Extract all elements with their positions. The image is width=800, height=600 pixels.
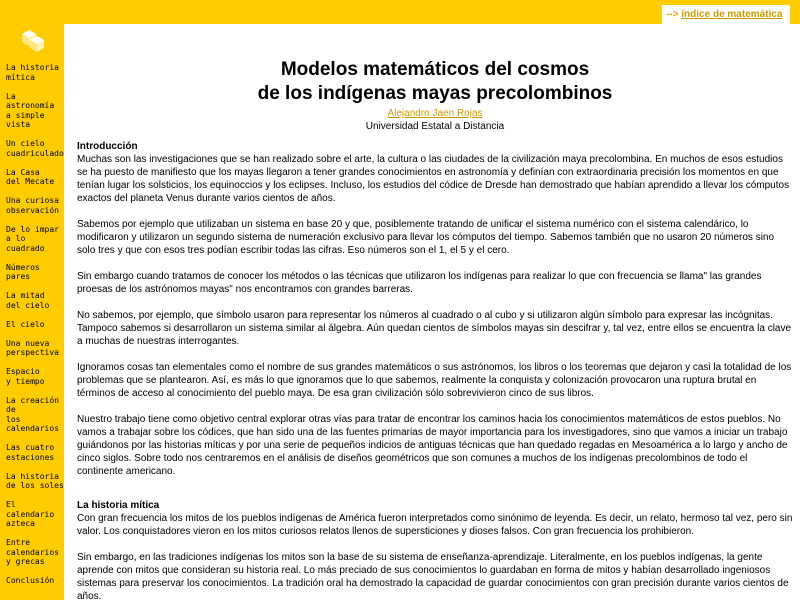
historia-mitica-section bbox=[77, 512, 793, 600]
sidebar-item-6[interactable]: De lo impar a lo cuadrado bbox=[6, 224, 59, 253]
sidebar-item-2[interactable]: La astronomía a simple vista bbox=[6, 91, 55, 129]
section-heading-introduccion: Introducción bbox=[77, 141, 138, 152]
frame-corner bbox=[64, 24, 82, 42]
paragraph: Sin embargo, en las tradiciones indígenas los mitos son la base de su sistema de enseñanza-aprendizaje. Literalmente, en los pueblos indígenas, la gente aprende con mitos que consideran su historia real. Lo más preciado de sus conocimientos lo guardaban en forma de mitos y habían desarrollado ingeniosos sistemas para preservar los conocimientos. La tradición oral ha demostrado la capacidad de guardar conocimientos con gran precisión durante varios cientos de años. bbox=[77, 552, 789, 600]
math-index-link[interactable]: índice de matemática bbox=[681, 9, 783, 20]
section-heading-historia-mitica: La historia mítica bbox=[77, 500, 160, 511]
sidebar-item-17[interactable]: Conclusión bbox=[6, 576, 55, 585]
sidebar-item-4[interactable]: La Casa del Mecate bbox=[6, 167, 55, 186]
page-title: Modelos matemáticos del cosmos de los indígenas mayas precolombinos bbox=[257, 59, 613, 104]
paragraph: Sin embargo cuando tratamos de conocer los métodos o las técnicas que utilizaron los indígenas para realizar lo que con frecuencia se llama" las grandes proesas de los astrónomos mayas" nos encontramos con grandes barreras. bbox=[77, 271, 762, 295]
paragraph: Sabemos por ejemplo que utilizaban un sistema en base 20 y que, posiblemente tratando de unificar el sistema numérico con el sistema calendárico, lo modificaron y utilizaron un segundo sistema de numeración exclusivo para llevar los cómputos del tiempo. Sabemos también que no usaron 20 números sino solo tres y que con esos tres podían escribir todas las cifras. Eso números son el 1, el 5 y el cero. bbox=[77, 219, 775, 256]
sidebar-item-15[interactable]: El calendario azteca bbox=[6, 500, 55, 528]
intro-section bbox=[77, 153, 793, 478]
sidebar-item-9[interactable]: El cielo bbox=[6, 319, 45, 329]
author-link[interactable]: Alejandro Jaen Rojas bbox=[387, 108, 483, 119]
sidebar-item-3[interactable]: Un cielo cuadriculado bbox=[6, 139, 64, 158]
paragraph: No sabemos, por ejemplo, que símbolo usaron para representar los números al cuadrado o al cubo y si utilizaron algún símbolo para expresar las incógnitas. Tampoco sabemos si desarrollaron un sistema similar al álgebra. Aún quedan cientos de símbolos mayas sin descifrar y, tal vez, entre ellos se encuentra la clave a muchas de nuestras interrogantes. bbox=[77, 310, 792, 347]
paragraph: Nuestro trabajo tiene como objetivo central explorar otras vías para tratar de encontrar los caminos hacia los conocimientos matemáticos de estos pueblos. No vamos a trabajar sobre los códices, que han sido una de las fuentes primarias de mayor importancia para los investigadores, sino que vamos a iniciar un trabajo guiándonos por las historias míticas y por una serie de pequeños indicios de antiguas técnicas que han quedado regadas en Mesoamérica a lo largo y ancho de cinco siglos. Sobre todo nos centraremos en el análisis de diseños geométricos que son comunes a muchos de los indígenas precolombinos de todo el continente americano. bbox=[77, 414, 788, 477]
sidebar-item-10[interactable]: Una nueva perspectiva bbox=[6, 338, 59, 357]
index-link-box bbox=[660, 5, 790, 24]
article bbox=[77, 58, 793, 600]
arrow-icon: --> bbox=[666, 9, 679, 20]
paragraph: Muchas son las investigaciones que se han realizado sobre el arte, la cultura o las ciudades de la civilización maya precolombina. En muchos de esos estudios se ha puesto de manifiesto que los mayas llegaron a tener grandes conocimientos en astronomía y definían con extraordinaria precisión los momentos en que tenían lugar los solsticios, los equinoccios y los eclipses. Incluso, los estudios del códice de Dresde han demostrado que habían aprendido a llevar los cómputos exactos del planeta Venus durante varios cientos de años. bbox=[77, 154, 790, 204]
sidebar-item-12[interactable]: La creación de los calendarios bbox=[6, 395, 59, 433]
sidebar-item-16[interactable]: Entre calendarios y grecas bbox=[6, 538, 59, 566]
sidebar-item-13[interactable]: Las cuatro estaciones bbox=[6, 443, 55, 462]
sidebar-item-14[interactable]: La historia de los soles bbox=[6, 471, 64, 490]
paragraph: Con gran frecuencia los mitos de los pueblos indígenas de América fueron interpretados como sinónimo de leyenda. Es decir, un relato, hermoso tal vez, pero sin valor. Los conquistadores vieron en los mitos curiosos relatos llenos de supersticiones y dioses falsos. Con gran frecuencia los prohibieron. bbox=[77, 513, 793, 537]
sidebar-item-8[interactable]: La mitad del cielo bbox=[6, 291, 50, 310]
affiliation: Universidad Estatal a Distancia bbox=[365, 121, 505, 132]
paragraph: Ignoramos cosas tan elementales como el nombre de sus grandes matemáticos o sus astrónomos, los libros o los teoremas que dejaron y casi la totalidad de los problemas que se plantearon. Así, es más lo que ignoramos que lo que sabemos, realmente la conquista y colonización provocaron una ruptura brutal en términos de acceso al conocimiento del pueblo maya. De esa gran civilización sólo sobrevivieron cinco de sus libros. bbox=[77, 362, 792, 399]
sidebar-nav bbox=[6, 63, 64, 595]
cube-logo-icon bbox=[18, 26, 48, 56]
sidebar-item-5[interactable]: Una curiosa observación bbox=[6, 196, 59, 215]
sidebar-item-11[interactable]: Espacio y tiempo bbox=[6, 367, 45, 386]
sidebar-item-7[interactable]: Números pares bbox=[6, 262, 40, 281]
sidebar-item-1[interactable]: La historia mítica bbox=[6, 63, 59, 82]
